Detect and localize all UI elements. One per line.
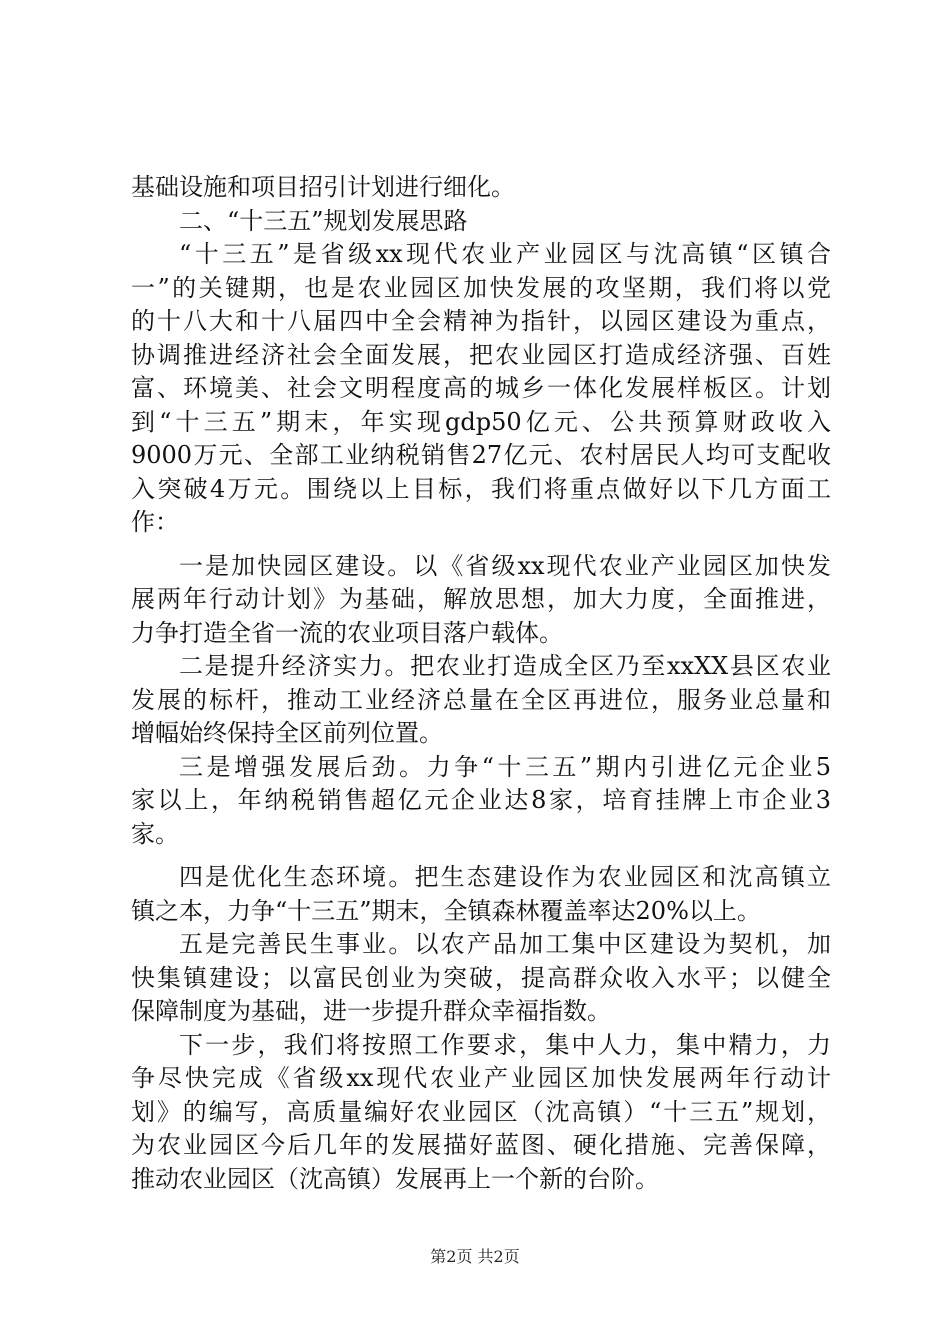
paragraph-line: 协调推进经济社会全面发展，把农业园区打造成经济强、百姓	[131, 340, 831, 369]
paragraph-line: 保障制度为基础，进一步提升群众幸福指数。	[131, 997, 611, 1025]
paragraph-line: 到“十三五”期末，年实现gdp50亿元、公共预算财政收入	[131, 407, 831, 436]
paragraph-line: 二是提升经济实力。把农业打造成全区乃至xxXX县区农业	[179, 652, 831, 680]
paragraph-line: 镇之本，力争“十三五”期末，全镇森林覆盖率达20%以上。	[131, 896, 761, 925]
paragraph-line: 三是增强发展后劲。力争“十三五”期内引进亿元企业5	[179, 752, 831, 781]
paragraph-line: 的十八大和十八届四中全会精神为指针，以园区建设为重点，	[131, 307, 831, 335]
paragraph-line: 争尽快完成《省级xx现代农业产业园区加快发展两年行动计	[131, 1064, 831, 1092]
paragraph-line: 下一步，我们将按照工作要求，集中人力，集中精力，力	[179, 1030, 831, 1059]
paragraph-line: 作：	[131, 508, 179, 536]
paragraph-line: 发展的标杆，推动工业经济总量在全区再进位，服务业总量和	[131, 685, 831, 714]
paragraph-line: 快集镇建设；以富民创业为突破，提高群众收入水平；以健全	[131, 963, 831, 992]
paragraph-line: 为农业园区今后几年的发展描好蓝图、硬化措施、完善保障，	[131, 1131, 831, 1159]
paragraph-line: 增幅始终保持全区前列位置。	[131, 719, 443, 747]
paragraph-line: “十三五”是省级xx现代农业产业园区与沈高镇“区镇合	[179, 240, 831, 268]
paragraph-line: 9000万元、全部工业纳税销售27亿元、农村居民人均可支配收	[131, 441, 831, 469]
paragraph-line: 家。	[131, 819, 179, 848]
paragraph-line: 四是优化生态环境。把生态建设作为农业园区和沈高镇立	[179, 863, 831, 891]
paragraph-line: 划》的编写，高质量编好农业园区（沈高镇）“十三五”规划，	[131, 1097, 831, 1126]
paragraph-line: 力争打造全省一流的农业项目落户载体。	[131, 618, 563, 647]
paragraph-line: 五是完善民生事业。以农产品加工集中区建设为契机，加	[179, 930, 831, 958]
paragraph-line: 一”的关键期，也是农业园区加快发展的攻坚期，我们将以党	[131, 273, 831, 302]
paragraph-line: 入突破4万元。围绕以上目标，我们将重点做好以下几方面工	[131, 474, 831, 503]
paragraph-line: 家以上，年纳税销售超亿元企业达8家，培育挂牌上市企业3	[131, 786, 831, 814]
paragraph-line: 基础设施和项目招引计划进行细化。	[131, 173, 515, 201]
paragraph-line: 一是加快园区建设。以《省级xx现代农业产业园区加快发	[179, 551, 831, 580]
paragraph-line: 展两年行动计划》为基础，解放思想，加大力度，全面推进，	[131, 585, 831, 613]
section-heading: 二、“十三五”规划发展思路	[179, 206, 468, 235]
page-footer: 第2页 共2页	[430, 1247, 520, 1266]
document-body	[131, 171, 831, 1196]
paragraph-line: 富、环境美、社会文明程度高的城乡一体化发展样板区。计划	[131, 374, 831, 402]
paragraph-line: 推动农业园区（沈高镇）发展再上一个新的台阶。	[131, 1164, 659, 1193]
